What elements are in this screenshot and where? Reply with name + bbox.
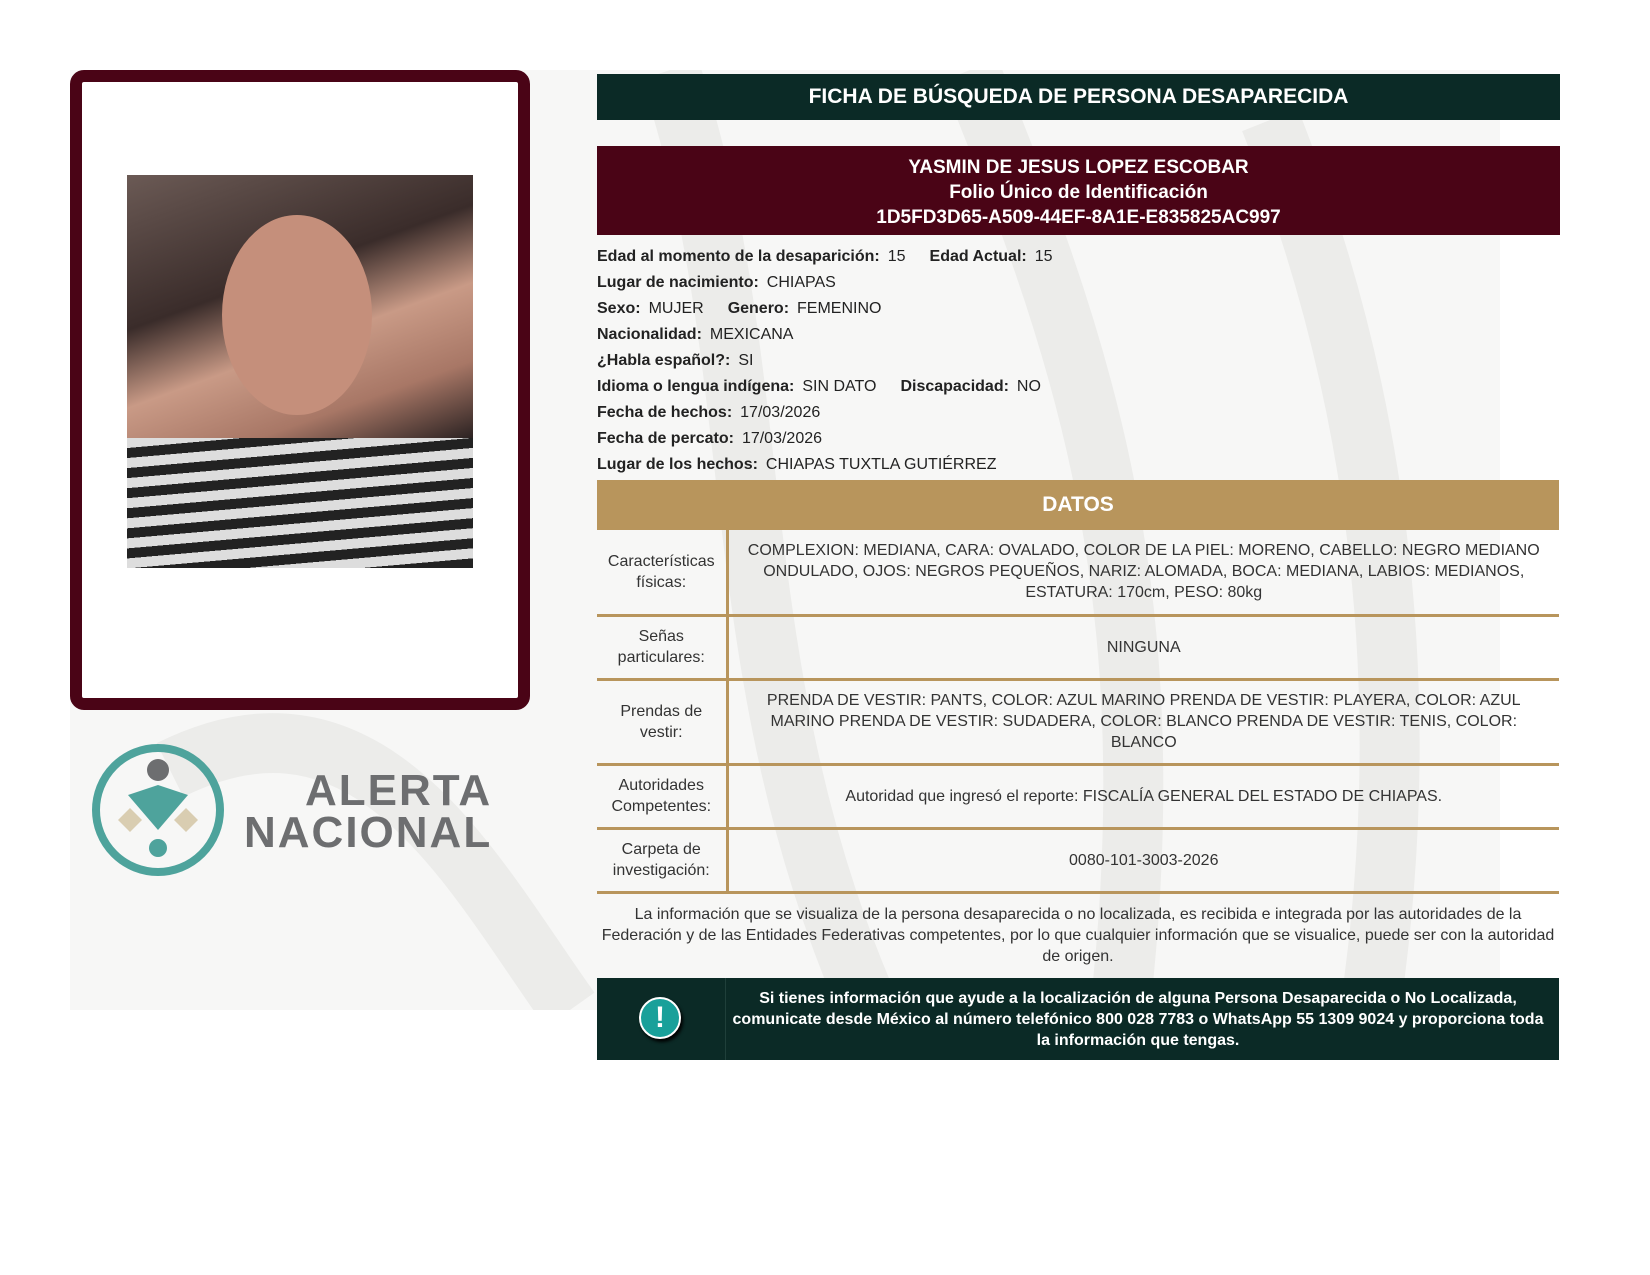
- value: SIN DATO: [802, 378, 877, 395]
- disclaimer-note: La información que se visualiza de la persona desaparecida o no localizada, es recibida e integrada por las autoridades de la Federación y de las Entidades Federativas competentes, por lo que cualquier información que se visualice, puede ser con la autoridad de origen.: [601, 906, 1555, 965]
- label: Edad Actual:: [929, 248, 1027, 265]
- label: Fecha de percato:: [597, 430, 734, 447]
- folio-value: 1D5FD3D65-A509-44EF-8A1E-E835825AC997: [876, 207, 1281, 228]
- row-label: Prendas de vestir:: [597, 679, 727, 764]
- label: Discapacidad:: [900, 378, 1009, 395]
- datos-table: [597, 530, 1559, 894]
- label: Genero:: [727, 300, 790, 317]
- table-row: [597, 828, 1559, 892]
- row-value: COMPLEXION: MEDIANA, CARA: OVALADO, COLOR DE LA PIEL: MORENO, CABELLO: NEGRO MEDIANO ONDULADO, OJOS: NEGROS PEQUEÑOS, NARIZ: ALOMADA, BOCA: MEDIANA, LABIOS: MEDIANOS, ESTATURA: 170cm, PESO: 80kg: [727, 530, 1559, 615]
- label: Sexo:: [597, 300, 641, 317]
- value: 15: [887, 248, 906, 265]
- row-value: Autoridad que ingresó el reporte: FISCALÍA GENERAL DEL ESTADO DE CHIAPAS.: [727, 764, 1559, 828]
- row-value: PRENDA DE VESTIR: PANTS, COLOR: AZUL MARINO PRENDA DE VESTIR: PLAYERA, COLOR: AZUL MARINO PRENDA DE VESTIR: SUDADERA, COLOR: BLANCO PRENDA DE VESTIR: TENIS, COLOR: BLANCO: [727, 679, 1559, 764]
- page-title: FICHA DE BÚSQUEDA DE PERSONA DESAPARECIDA: [597, 74, 1560, 120]
- value: SI: [738, 352, 754, 369]
- label: ¿Habla español?:: [597, 352, 731, 369]
- label: Lugar de los hechos:: [597, 456, 758, 473]
- table-row: [597, 615, 1559, 679]
- label: Lugar de nacimiento:: [597, 274, 759, 291]
- row-label: Características físicas:: [597, 530, 727, 615]
- value: FEMENINO: [797, 300, 882, 317]
- contact-alert: [597, 978, 1559, 1060]
- person-photo: [127, 175, 473, 568]
- logo-emblem-icon: [88, 740, 228, 880]
- label: Nacionalidad:: [597, 326, 702, 343]
- label: Idioma o lengua indígena:: [597, 378, 795, 395]
- alert-text: Si tienes información que ayude a la localización de alguna Persona Desaparecida o No Localizada, comunicate desde México al número telefónico 800 028 7783 o WhatsApp 55 1309 9024 y proporciona toda la información que tengas.: [732, 990, 1544, 1049]
- exclamation-icon: !: [639, 997, 681, 1039]
- divider: [725, 978, 726, 1060]
- folio-label: Folio Único de Identificación: [949, 182, 1208, 203]
- label: Fecha de hechos:: [597, 404, 733, 421]
- label: Edad al momento de la desaparición:: [597, 248, 880, 265]
- table-row: [597, 679, 1559, 764]
- logo-text: ALERTA NACIONAL: [244, 766, 493, 857]
- table-row: [597, 530, 1559, 615]
- value: 17/03/2026: [741, 430, 823, 447]
- value: CHIAPAS TUXTLA GUTIÉRREZ: [765, 456, 997, 473]
- person-header: [597, 146, 1560, 235]
- row-value: 0080-101-3003-2026: [727, 828, 1559, 892]
- row-label: Autoridades Competentes:: [597, 764, 727, 828]
- row-label: Señas particulares:: [597, 615, 727, 679]
- datos-header: DATOS: [597, 480, 1559, 530]
- table-row: [597, 764, 1559, 828]
- value: 17/03/2026: [740, 404, 821, 421]
- row-value: NINGUNA: [727, 615, 1559, 679]
- value: MEXICANA: [709, 326, 794, 343]
- value: CHIAPAS: [766, 274, 836, 291]
- value: 15: [1034, 248, 1053, 265]
- value: MUJER: [648, 300, 704, 317]
- alerta-nacional-logo: [88, 740, 508, 880]
- person-name: YASMIN DE JESUS LOPEZ ESCOBAR: [908, 157, 1249, 178]
- value: NO: [1016, 378, 1041, 395]
- row-label: Carpeta de investigación:: [597, 828, 727, 892]
- person-info: [597, 244, 1077, 478]
